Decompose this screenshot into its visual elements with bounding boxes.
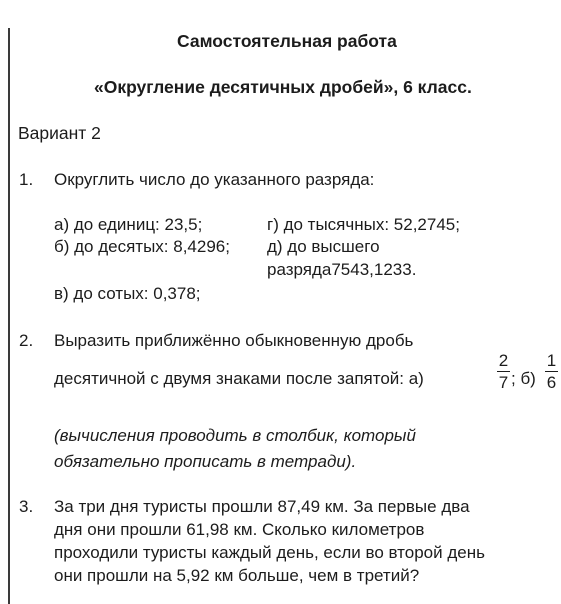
task1-item-a: а) до единиц: 23,5; <box>54 215 203 234</box>
task1-item-d-line1: д) до высшего <box>267 237 380 256</box>
task1-number: 1. <box>19 170 34 189</box>
task1-text: Округлить число до указанного разряда: <box>54 170 375 189</box>
task3-line4: они прошли на 5,92 км больше, чем в третий? <box>54 566 420 585</box>
task2-line1: Выразить приближённо обыкновенную дробь <box>54 331 414 350</box>
task3-line2: дня они прошли 61,98 км. Сколько километров <box>54 520 425 539</box>
task2-note-line2: обязательно прописать в тетради). <box>54 452 357 471</box>
fraction-a-numerator: 2 <box>498 351 509 370</box>
task3-line3: проходили туристы каждый день, если во второй день <box>54 543 485 562</box>
fraction-a-denominator: 7 <box>498 373 509 393</box>
fraction-b-bar <box>545 371 558 372</box>
fraction-b-denominator: 6 <box>546 373 557 393</box>
fraction-a-bar <box>497 371 510 372</box>
task3-number: 3. <box>19 497 34 516</box>
task2-number: 2. <box>19 331 34 350</box>
margin-line <box>8 28 10 604</box>
task1-item-g: г) до тысячных: 52,2745; <box>267 215 460 234</box>
task2-line2: десятичной с двумя знаками после запятой: а) <box>54 369 424 388</box>
task1-item-v: в) до сотых: 0,378; <box>54 284 201 303</box>
fraction-a <box>497 351 510 392</box>
task2-separator: ; б) <box>511 369 536 388</box>
task3-line1: За три дня туристы прошли 87,49 км. За первые два <box>54 497 470 516</box>
page-subtitle: «Округление десятичных дробей», 6 класс. <box>94 77 472 97</box>
task1-item-d-line2: разряда7543,1233. <box>267 260 417 279</box>
task2-note-line1: (вычисления проводить в столбик, который <box>54 426 416 445</box>
variant-label: Вариант 2 <box>18 123 101 143</box>
fraction-b-numerator: 1 <box>546 351 557 370</box>
page-title: Самостоятельная работа <box>177 31 397 51</box>
fraction-b <box>545 351 558 392</box>
task1-item-b: б) до десятых: 8,4296; <box>54 237 230 256</box>
